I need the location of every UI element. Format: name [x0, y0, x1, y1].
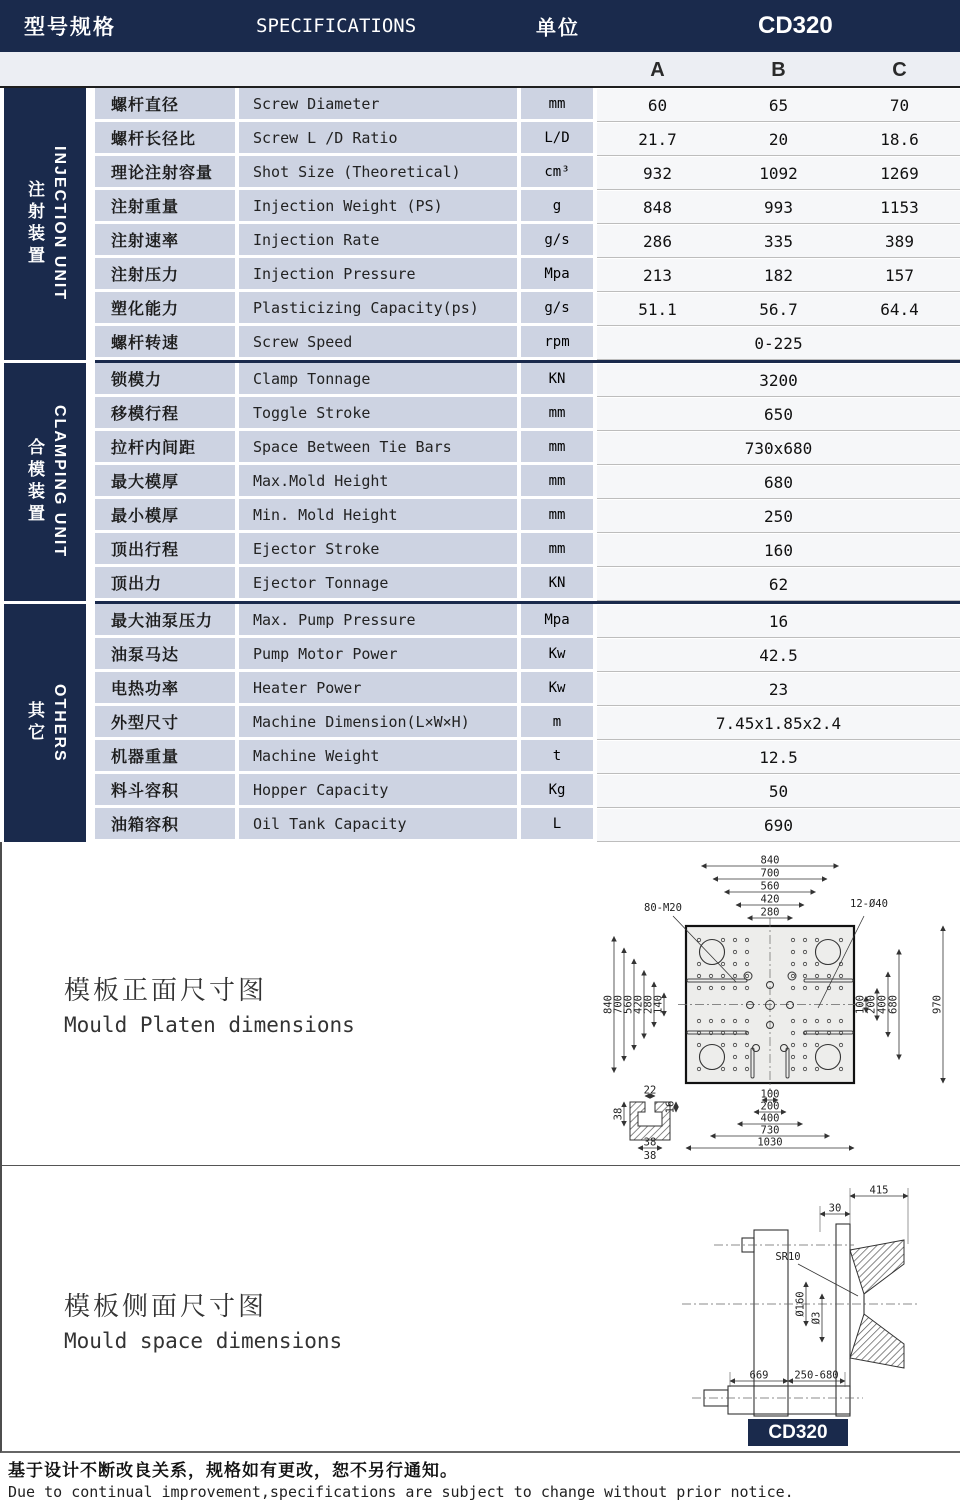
unit-label: 单位: [536, 17, 580, 40]
row-values: [597, 431, 960, 465]
row-values: [597, 224, 960, 258]
row-value-c: 389: [885, 231, 914, 251]
column-header-row: [0, 52, 960, 88]
row-unit: Kw: [521, 672, 593, 706]
row-values: [597, 258, 960, 292]
row-unit: KN: [521, 567, 593, 601]
dimension-label: 700: [612, 995, 625, 1014]
table-row: [95, 431, 960, 465]
table-row: [95, 397, 960, 431]
dimension-label: 730: [760, 1124, 780, 1137]
row-unit: g: [521, 190, 593, 224]
row-value-b: 65: [768, 95, 789, 115]
mould-platen-diagram: [598, 850, 956, 1162]
row-label-cn: 锁模力: [95, 363, 235, 397]
row-values: [597, 638, 960, 672]
dimension: [613, 1102, 625, 1126]
row-label-en: Hopper Capacity: [239, 774, 517, 808]
row-values: [597, 706, 960, 740]
dimension-label: 400: [876, 995, 889, 1014]
dimension-label: 700: [760, 867, 780, 880]
section-divider: [2, 1165, 960, 1166]
row-label-cn: 外型尺寸: [95, 706, 235, 740]
dimension: [761, 1089, 780, 1101]
space-diagram-title: [64, 1286, 342, 1353]
dimension: [850, 1185, 908, 1197]
row-unit: Kw: [521, 638, 593, 672]
row-value-b: 20: [768, 129, 789, 149]
table-row: [95, 122, 960, 156]
row-label-en: Min. Mold Height: [239, 499, 517, 533]
platen-title-cn: 模板正面尺寸图: [64, 975, 268, 1005]
model-badge: CD320: [748, 1419, 848, 1446]
dimension: [811, 1294, 823, 1342]
column-header-a: A: [650, 59, 665, 81]
mould-space-diagram: [658, 1174, 958, 1442]
row-label-cn: 最大油泵压力: [95, 604, 235, 638]
row-label-en: Clamp Tonnage: [239, 363, 517, 397]
row-label-cn: 螺杆转速: [95, 326, 235, 360]
dimension-label: 38: [643, 1136, 657, 1149]
dimension: [795, 1282, 807, 1326]
dimension-label: 970: [931, 995, 944, 1014]
row-value-a: 213: [643, 265, 672, 285]
section-title-en: OTHERS: [51, 683, 68, 763]
row-label-cn: 油泵马达: [95, 638, 235, 672]
row-unit: mm: [521, 431, 593, 465]
table-row: [95, 363, 960, 397]
platen-plate: [673, 916, 864, 1091]
row-unit: KN: [521, 363, 593, 397]
row-unit: g/s: [521, 292, 593, 326]
row-value-span: 680: [764, 472, 793, 492]
row-label-en: Machine Dimension(L×W×H): [239, 706, 517, 740]
dimension-label: 280: [760, 906, 780, 919]
row-value-c: 1269: [880, 163, 919, 183]
row-value-a: 932: [643, 163, 672, 183]
dimension: [713, 868, 827, 880]
row-value-span: 0-225: [754, 333, 803, 353]
row-unit: L: [521, 808, 593, 842]
diagrams-panel: [0, 842, 960, 1453]
row-values: [597, 672, 960, 706]
row-label-cn: 机器重量: [95, 740, 235, 774]
footer-note: [0, 1453, 960, 1501]
row-value-a: 51.1: [638, 299, 677, 319]
row-unit: cm³: [521, 156, 593, 190]
diagram-label: SR10: [775, 1251, 801, 1263]
row-unit: m: [521, 706, 593, 740]
row-label-en: Space Between Tie Bars: [239, 431, 517, 465]
footer-note-en: Due to continual improvement,specifications are subject to change without prior notice.: [8, 1483, 794, 1501]
table-row: [95, 604, 960, 638]
table-row: [95, 258, 960, 292]
row-label-en: Injection Weight (PS): [239, 190, 517, 224]
space-title-en: Mould space dimensions: [64, 1329, 343, 1353]
dimension: [730, 1370, 788, 1382]
row-label-cn: 塑化能力: [95, 292, 235, 326]
dimension-label: 560: [622, 995, 635, 1014]
dimension-label: 200: [865, 995, 878, 1014]
row-value-b: 335: [764, 231, 793, 251]
row-values: [597, 88, 960, 122]
row-label-cn: 注射速率: [95, 224, 235, 258]
dimension: [665, 1101, 677, 1114]
row-value-a: 21.7: [638, 129, 677, 149]
row-unit: g/s: [521, 224, 593, 258]
row-label-en: Ejector Stroke: [239, 533, 517, 567]
table-row: [95, 190, 960, 224]
row-values: [597, 363, 960, 397]
row-label-en: Plasticizing Capacity(ps): [239, 292, 517, 326]
footer-note-cn: 基于设计不断改良关系，规格如有更改，恕不另行通知。: [8, 1461, 458, 1480]
header-bar: [0, 0, 960, 52]
row-label-cn: 顶出力: [95, 567, 235, 601]
row-value-span: 3200: [759, 370, 798, 390]
row-label-en: Max. Pump Pressure: [239, 604, 517, 638]
model-value: CD320: [758, 12, 833, 39]
section-title-en: CLAMPING UNIT: [51, 405, 68, 559]
table-row: [95, 638, 960, 672]
row-value-b: 993: [764, 197, 793, 217]
row-label-cn: 电热功率: [95, 672, 235, 706]
row-value-span: 250: [764, 506, 793, 526]
row-unit: Kg: [521, 774, 593, 808]
column-headers: [597, 52, 960, 86]
dimension-label: 100: [760, 1088, 780, 1101]
row-value-span: 23: [768, 679, 789, 699]
section-clamping-sidebar: [4, 363, 86, 601]
dimension: [788, 1370, 845, 1382]
dimension-label: 16: [664, 1100, 677, 1114]
row-value-a: 848: [643, 197, 672, 217]
section-others-sidebar: [4, 604, 86, 842]
model-spec-label: 型号规格: [24, 16, 116, 39]
row-label-cn: 注射压力: [95, 258, 235, 292]
row-label-en: Ejector Tonnage: [239, 567, 517, 601]
row-label-en: Max.Mold Height: [239, 465, 517, 499]
row-values: [597, 604, 960, 638]
diagram-label: 38: [643, 1150, 657, 1162]
row-label-cn: 螺杆长径比: [95, 122, 235, 156]
dimension-label: 840: [602, 995, 615, 1014]
row-values: [597, 326, 960, 360]
dimension-label: 420: [632, 995, 645, 1014]
row-values: [597, 122, 960, 156]
dimension: [725, 881, 816, 893]
table-row: [95, 499, 960, 533]
row-label-en: Screw Speed: [239, 326, 517, 360]
table-row: [95, 292, 960, 326]
row-values: [597, 740, 960, 774]
row-values: [597, 156, 960, 190]
row-values: [597, 190, 960, 224]
row-value-b: 56.7: [759, 299, 798, 319]
section-others: [0, 604, 960, 842]
row-unit: rpm: [521, 326, 593, 360]
row-values: [597, 808, 960, 842]
row-label-en: Screw Diameter: [239, 88, 517, 122]
row-value-c: 70: [889, 95, 910, 115]
dimension-label: 200: [760, 1100, 780, 1113]
dimension: [644, 1085, 657, 1097]
table-row: [95, 740, 960, 774]
platen-title-en: Mould Platen dimensions: [64, 1013, 355, 1037]
row-label-cn: 注射重量: [95, 190, 235, 224]
dimension: [932, 926, 944, 1083]
row-value-span: 160: [764, 540, 793, 560]
section-injection: [0, 88, 960, 360]
row-value-b: 182: [764, 265, 793, 285]
row-values: [597, 533, 960, 567]
row-label-cn: 顶出行程: [95, 533, 235, 567]
table-row: [95, 706, 960, 740]
row-value-c: 18.6: [880, 129, 919, 149]
dimension-label: 250-680: [794, 1369, 839, 1382]
row-value-a: 60: [647, 95, 668, 115]
dimension: [754, 1101, 786, 1113]
row-unit: t: [521, 740, 593, 774]
column-header-b: B: [771, 59, 786, 81]
dimension: [736, 894, 804, 906]
row-value-span: 12.5: [759, 747, 798, 767]
row-value-span: 16: [768, 611, 789, 631]
row-value-c: 1153: [880, 197, 919, 217]
row-label-en: Shot Size (Theoretical): [239, 156, 517, 190]
dimension: [748, 907, 793, 919]
dimension: [711, 1125, 830, 1137]
dimension-label: 415: [869, 1184, 889, 1197]
row-unit: L/D: [521, 122, 593, 156]
dimension: [738, 1113, 803, 1125]
row-values: [597, 567, 960, 601]
dimension-label: 38: [612, 1107, 625, 1121]
row-value-span: 42.5: [759, 645, 798, 665]
table-row: [95, 326, 960, 360]
dimension-label: 420: [760, 893, 780, 906]
row-value-span: 62: [768, 574, 789, 594]
row-values: [597, 397, 960, 431]
row-label-cn: 拉杆内间距: [95, 431, 235, 465]
table-row: [95, 465, 960, 499]
table-row: [95, 88, 960, 122]
row-label-en: Oil Tank Capacity: [239, 808, 517, 842]
specifications-label: SPECIFICATIONS: [256, 15, 417, 37]
row-unit: mm: [521, 533, 593, 567]
column-header-c: C: [892, 59, 907, 81]
spec-table: [0, 88, 960, 842]
table-row: [95, 774, 960, 808]
table-row: [95, 567, 960, 601]
row-unit: Mpa: [521, 604, 593, 638]
dimension-label: Ø3: [810, 1311, 823, 1325]
table-row: [95, 672, 960, 706]
dimension-label: 30: [828, 1202, 842, 1215]
row-values: [597, 774, 960, 808]
row-value-b: 1092: [759, 163, 798, 183]
row-value-span: 690: [764, 815, 793, 835]
row-label-cn: 料斗容积: [95, 774, 235, 808]
row-label-en: Heater Power: [239, 672, 517, 706]
dimension: [888, 950, 900, 1060]
platen-diagram-title: [64, 970, 355, 1037]
row-value-span: 7.45x1.85x2.4: [715, 713, 842, 733]
space-title-cn: 模板侧面尺寸图: [64, 1291, 268, 1321]
table-row: [95, 224, 960, 258]
dimension: [653, 993, 665, 1016]
section-title-cn: 其它: [25, 701, 44, 745]
dimension-label: 1030: [757, 1136, 783, 1149]
section-clamping: [0, 363, 960, 601]
dimension-label: 100: [854, 995, 867, 1014]
row-values: [597, 465, 960, 499]
dimension: [686, 1137, 854, 1149]
row-value-a: 286: [643, 231, 672, 251]
row-unit: mm: [521, 499, 593, 533]
row-value-c: 157: [885, 265, 914, 285]
section-title-en: INJECTION UNIT: [51, 146, 68, 302]
row-unit: mm: [521, 397, 593, 431]
dimension-label: Ø160: [794, 1291, 807, 1317]
dimension: [820, 1203, 850, 1215]
diagram-label: 12-Ø40: [850, 898, 888, 910]
row-values: [597, 499, 960, 533]
row-label-cn: 油箱容积: [95, 808, 235, 842]
row-label-en: Injection Rate: [239, 224, 517, 258]
section-title-cn: 注射装置: [25, 180, 44, 268]
row-unit: mm: [521, 465, 593, 499]
dimension-label: 560: [760, 880, 780, 893]
row-label-en: Toggle Stroke: [239, 397, 517, 431]
row-label-cn: 最小模厚: [95, 499, 235, 533]
row-label-en: Pump Motor Power: [239, 638, 517, 672]
row-values: [597, 292, 960, 326]
row-value-span: 650: [764, 404, 793, 424]
section-title-cn: 合模装置: [25, 438, 44, 526]
diagram-label: 80-M20: [644, 902, 682, 914]
dimension-label: 840: [760, 854, 780, 867]
table-row: [95, 156, 960, 190]
dimension-label: 680: [887, 995, 900, 1014]
dimension-label: 280: [642, 995, 655, 1014]
table-row: [95, 533, 960, 567]
row-label-en: Machine Weight: [239, 740, 517, 774]
row-value-span: 730x680: [744, 438, 813, 458]
row-label-cn: 理论注射容量: [95, 156, 235, 190]
row-unit: mm: [521, 88, 593, 122]
dimension-label: 669: [749, 1369, 769, 1382]
dimension: [702, 855, 839, 867]
table-row: [95, 808, 960, 842]
row-value-c: 64.4: [880, 299, 919, 319]
row-label-cn: 移模行程: [95, 397, 235, 431]
row-label-en: Injection Pressure: [239, 258, 517, 292]
section-injection-sidebar: [4, 88, 86, 360]
row-unit: Mpa: [521, 258, 593, 292]
row-label-en: Screw L /D Ratio: [239, 122, 517, 156]
row-value-span: 50: [768, 781, 789, 801]
row-label-cn: 螺杆直径: [95, 88, 235, 122]
row-label-cn: 最大模厚: [95, 465, 235, 499]
dimension-label: 140: [652, 995, 665, 1014]
dimension-label: 400: [760, 1112, 780, 1125]
dimension-label: 22: [643, 1084, 657, 1097]
